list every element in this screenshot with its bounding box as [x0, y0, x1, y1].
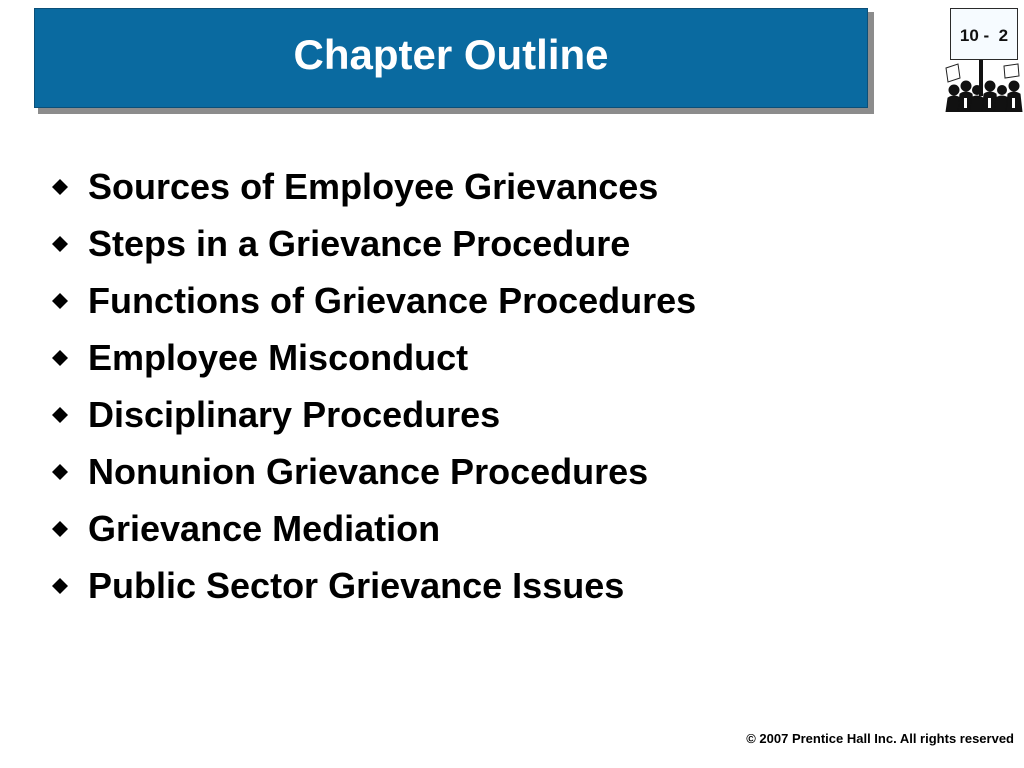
list-item	[48, 500, 696, 557]
list-item	[48, 158, 696, 215]
list-item	[48, 443, 696, 500]
diamond-bullet-icon	[52, 464, 68, 480]
outline-item-label: Nonunion Grievance Procedures	[88, 450, 649, 492]
outline-item-label: Public Sector Grievance Issues	[88, 564, 625, 606]
outline-list	[48, 158, 696, 614]
diamond-bullet-icon	[52, 521, 68, 537]
outline-item-label: Functions of Grievance Procedures	[88, 279, 697, 321]
outline-item-label: Sources of Employee Grievances	[88, 165, 659, 207]
outline-item-label: Employee Misconduct	[88, 336, 469, 378]
outline-item-label: Grievance Mediation	[88, 507, 441, 549]
list-item	[48, 557, 696, 614]
page-number-sign: 10 - 2	[950, 8, 1018, 60]
diamond-bullet-icon	[52, 236, 68, 252]
list-item	[48, 386, 696, 443]
list-item	[48, 215, 696, 272]
outline-item-label: Disciplinary Procedures	[88, 393, 501, 435]
title-bar	[34, 8, 868, 108]
diamond-bullet-icon	[52, 293, 68, 309]
copyright-notice: © 2007 Prentice Hall Inc. All rights reserved	[746, 731, 1014, 746]
outline-item-label: Steps in a Grievance Procedure	[88, 222, 631, 264]
list-item	[48, 272, 696, 329]
list-item	[48, 329, 696, 386]
diamond-bullet-icon	[52, 179, 68, 195]
diamond-bullet-icon	[52, 350, 68, 366]
diamond-bullet-icon	[52, 407, 68, 423]
slide-title: Chapter Outline	[293, 31, 609, 78]
diamond-bullet-icon	[52, 578, 68, 594]
